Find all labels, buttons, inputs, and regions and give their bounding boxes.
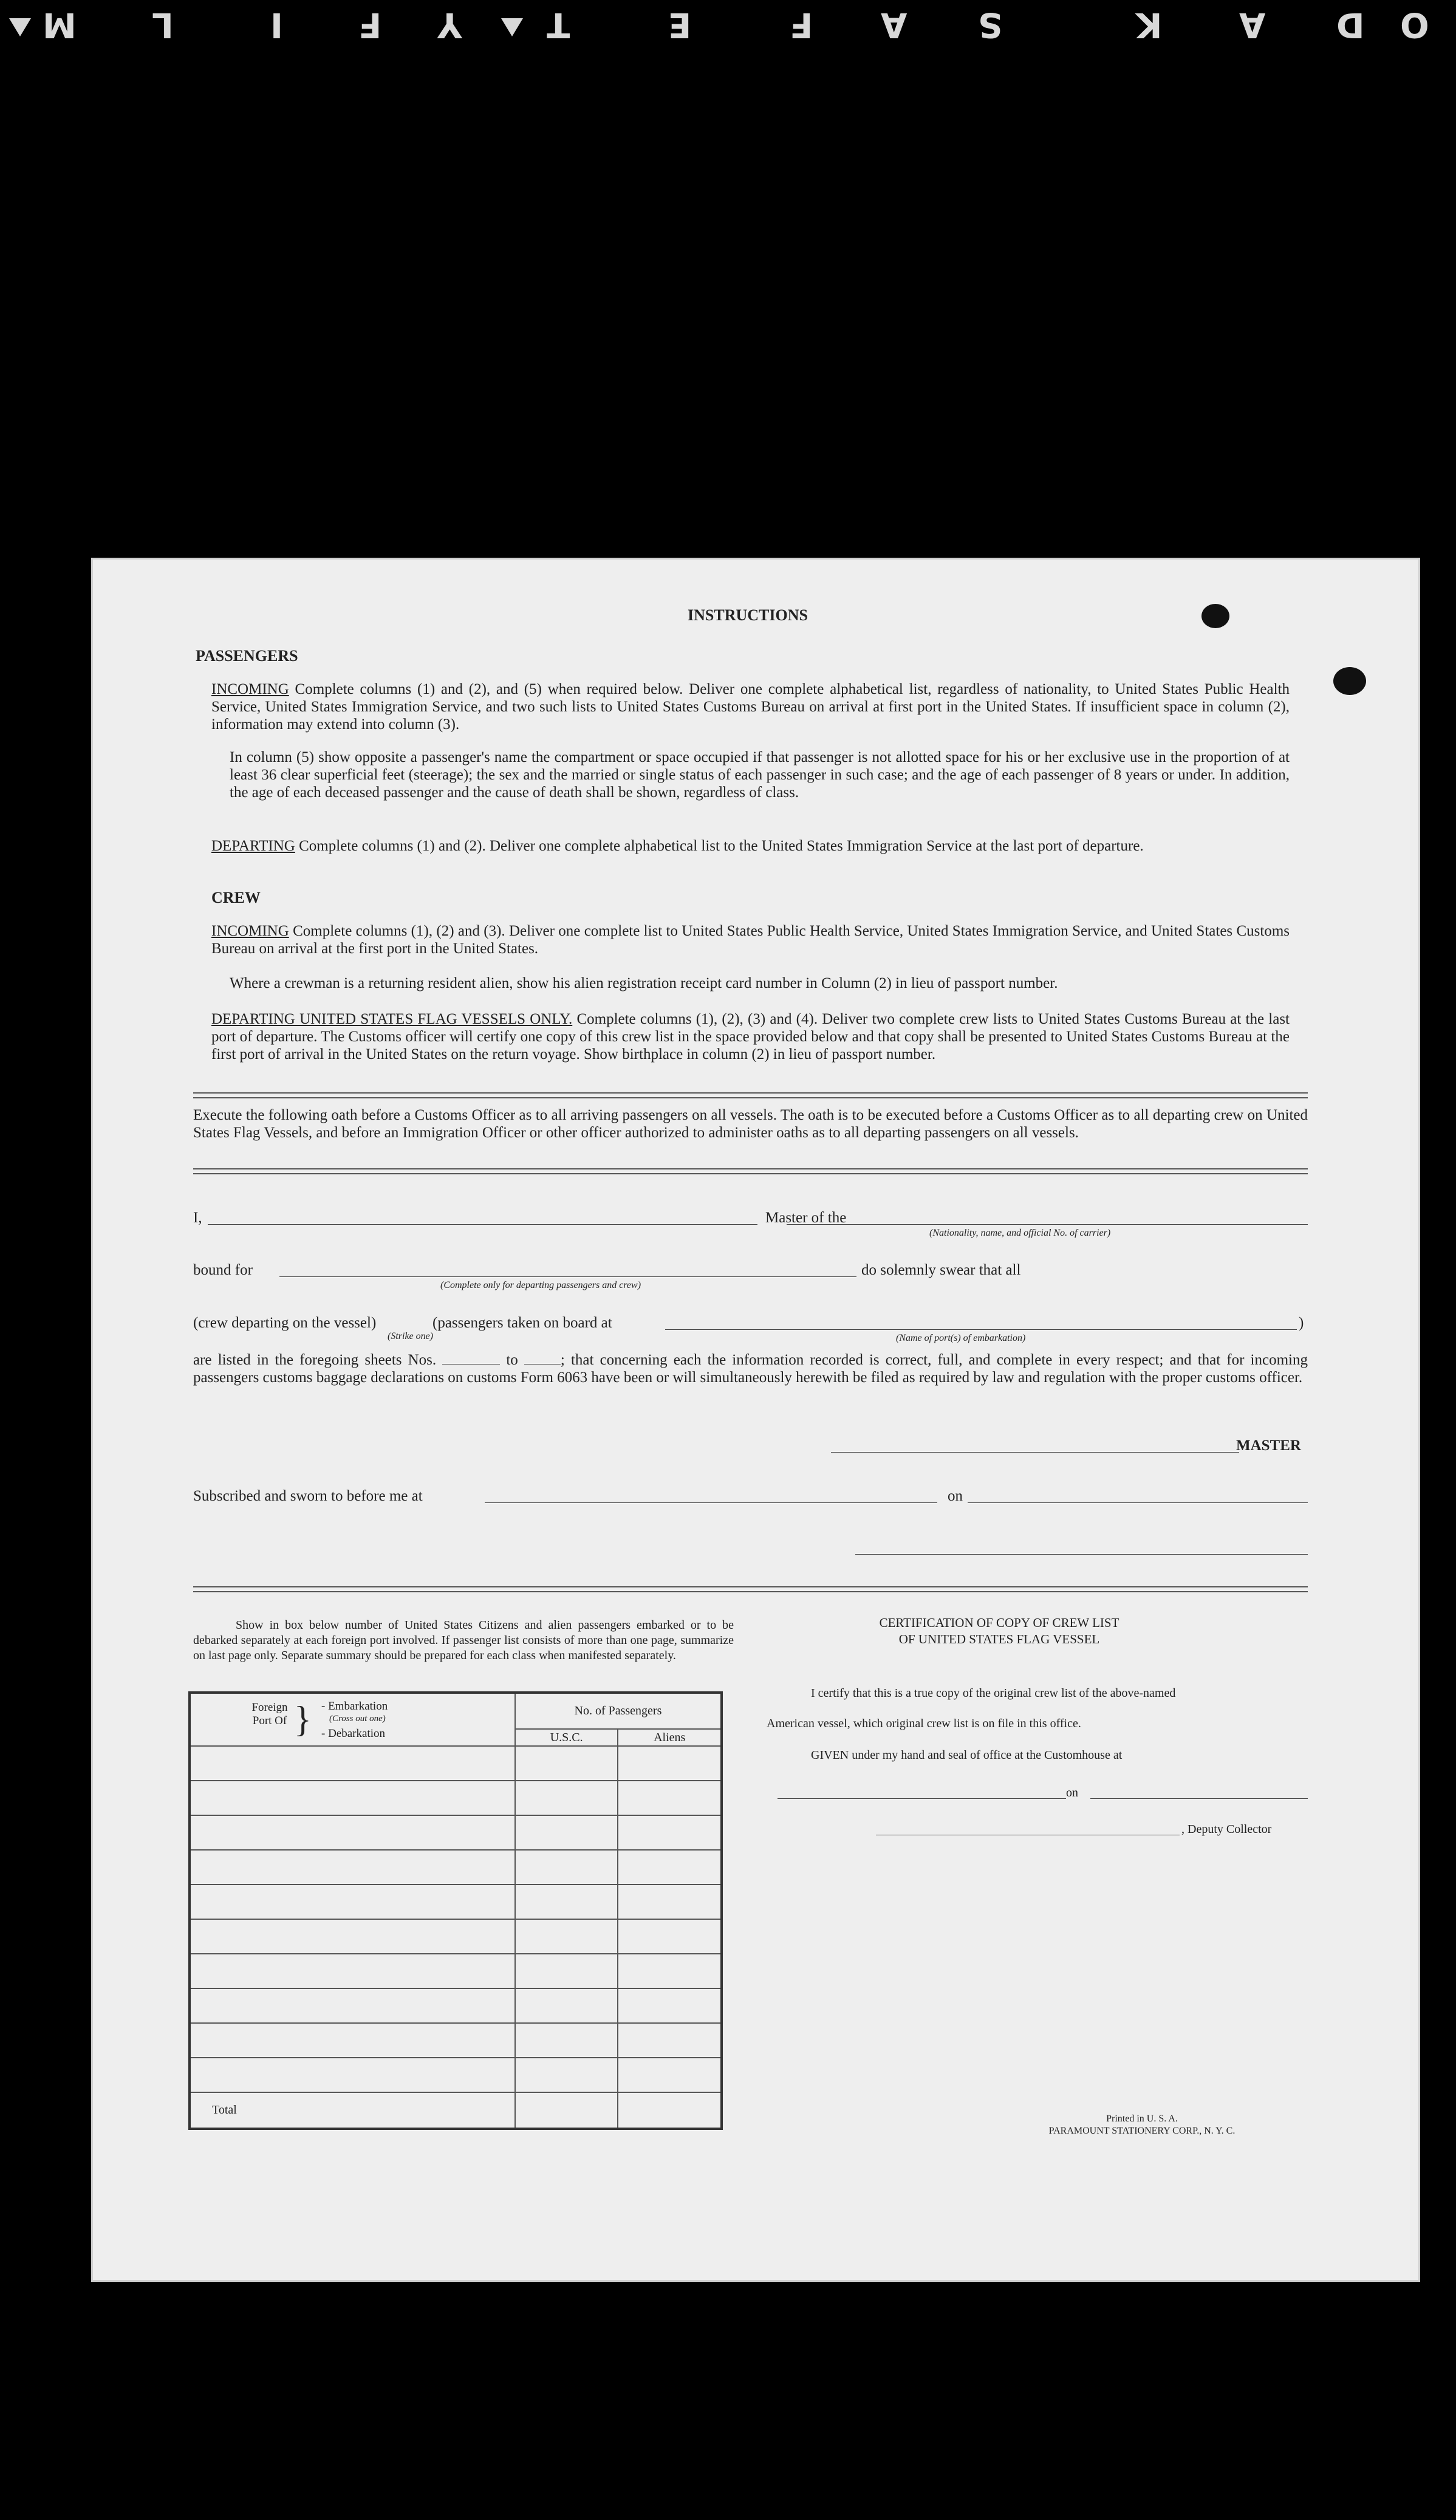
strike-one-note: (Strike one) — [388, 1331, 434, 1341]
crew-incoming-label: INCOMING — [211, 923, 289, 939]
oath-listed-paragraph — [193, 1351, 1308, 1386]
incoming-label: INCOMING — [211, 681, 289, 697]
usc-cell[interactable] — [515, 1885, 618, 1919]
usc-cell[interactable] — [515, 1781, 618, 1815]
cert-text-1: I certify that this is a true copy of the original crew list of the above-named — [811, 1686, 1176, 1700]
incoming-text: Complete columns (1) and (2), and (5) when required below. Deliver one complete alphabetical list, regardless of nationality, to United States Public Health Service, United States Immigration Service, and two such lists to United States Customs Bureau on arrival at first port in the United States. If insufficient space in column (2), information may extend into column (3). — [211, 681, 1290, 733]
aliens-cell[interactable] — [618, 2023, 722, 2058]
port-cell[interactable] — [190, 2023, 515, 2058]
crew-resident-paragraph: Where a crewman is a returning resident alien, show his alien registration receipt card number in Column (2) in lieu of passport number. — [230, 975, 1058, 991]
usc-cell[interactable] — [515, 1746, 618, 1781]
oath-master-of-the: Master of the — [765, 1210, 847, 1226]
port-cell[interactable] — [190, 1954, 515, 1988]
usc-cell[interactable] — [515, 1954, 618, 1988]
oath-crew-departing: (crew departing on the vessel) — [193, 1315, 377, 1331]
subscribed-on: on — [948, 1488, 963, 1504]
film-letter: A — [881, 5, 907, 44]
printer-imprint — [1039, 2113, 1245, 2137]
no-of-passengers-header: No. of Passengers — [515, 1693, 722, 1729]
usc-cell[interactable] — [515, 1815, 618, 1850]
debarkation-label: - Debarkation — [321, 1727, 385, 1740]
aliens-cell[interactable] — [618, 1988, 722, 2023]
carrier-line[interactable] — [787, 1224, 1308, 1225]
printer-line-2: PARAMOUNT STATIONERY CORP., N. Y. C. — [1048, 2126, 1236, 2136]
aliens-cell[interactable] — [618, 1850, 722, 1885]
cross-out-one-note: (Cross out one) — [329, 1714, 386, 1724]
usc-cell[interactable] — [515, 1919, 618, 1954]
port-cell[interactable] — [190, 1815, 515, 1850]
aliens-cell[interactable] — [618, 1815, 722, 1850]
usc-cell[interactable] — [515, 1850, 618, 1885]
aliens-cell[interactable] — [618, 1919, 722, 1954]
crew-incoming-paragraph — [211, 922, 1290, 957]
oath-to: to — [506, 1352, 518, 1368]
film-letter: Y — [437, 5, 462, 44]
double-rule — [193, 1168, 1308, 1174]
passengers-departing-paragraph — [211, 837, 1290, 855]
subscribed-date-line[interactable] — [968, 1502, 1308, 1503]
cert-title-line-2: OF UNITED STATES FLAG VESSEL — [898, 1632, 1100, 1646]
aliens-cell[interactable] — [618, 2058, 722, 2092]
port-cell[interactable] — [190, 1850, 515, 1885]
carrier-note: (Nationality, name, and official No. of carrier) — [929, 1228, 1111, 1238]
customhouse-line[interactable] — [778, 1798, 1066, 1799]
departing-label: DEPARTING — [211, 838, 295, 854]
cert-text-2: American vessel, which original crew list is on file in this office. — [767, 1717, 1081, 1730]
cert-title-line-1: CERTIFICATION OF COPY OF CREW LIST — [879, 1615, 1119, 1630]
instructions-title: INSTRUCTIONS — [688, 606, 808, 624]
usc-total-cell[interactable] — [515, 2092, 618, 2129]
port-cell[interactable] — [190, 1746, 515, 1781]
oath-instruction-paragraph: Execute the following oath before a Customs Officer as to all arriving passengers on all vessels. The oath is to be executed before a Customs Officer as to all departing crew on United States Flag Vessels, and before an Immigration Officer or other officer authorized to administer oaths as to all departing passengers on all vessels. — [193, 1107, 1308, 1141]
film-letter: K — [1136, 5, 1163, 44]
passengers-heading: PASSENGERS — [196, 647, 298, 665]
crew-departing-paragraph — [211, 1010, 1290, 1063]
port-note: (Name of port(s) of embarkation) — [896, 1333, 1026, 1343]
film-letter: S — [978, 5, 1003, 44]
film-letter: O — [1400, 5, 1429, 44]
film-letter: I — [270, 5, 283, 44]
passenger-summary-table — [188, 1691, 723, 2130]
port-header-cell — [190, 1693, 515, 1746]
film-letter: L — [152, 5, 174, 44]
cert-date-line[interactable] — [1090, 1798, 1308, 1799]
embarkation-label: - Embarkation — [321, 1700, 388, 1713]
subscribed-label: Subscribed and sworn to before me at — [193, 1488, 423, 1504]
bound-for-line[interactable] — [279, 1276, 856, 1277]
aliens-header: Aliens — [618, 1729, 722, 1746]
film-letter: F — [790, 5, 813, 44]
bound-for-note: (Complete only for departing passengers and crew) — [440, 1280, 641, 1290]
oath-listed-b: ; that concerning each the information recorded is correct, full, and complete in every respect; and that for incoming passengers customs baggage declarations on customs Form 6063 have been or will simultaneously herewith be filed as required by law and regulation with the proper customs officer. — [193, 1352, 1308, 1386]
usc-cell[interactable] — [515, 2023, 618, 2058]
ink-blot — [1333, 667, 1366, 695]
crew-departing-text: Complete columns (1), (2), (3) and (4). Deliver two complete crew lists to United States Customs Bureau at the last port of departure. The Customs officer will certify one copy of this crew list in the space provided below and that copy shall be presented to United States Customs Bureau at the first port of arrival in the United States on the return voyage. Show birthplace in column (2) in lieu of passport number. — [211, 1011, 1290, 1063]
printer-line-1: Printed in U. S. A. — [1106, 2114, 1178, 2124]
oath-close-paren: ) — [1299, 1315, 1304, 1331]
foreign-port-of-label: Foreign Port Of — [251, 1701, 288, 1727]
oath-listed-a: are listed in the foregoing sheets Nos. — [193, 1352, 437, 1368]
film-letter: M — [43, 5, 77, 44]
double-rule — [193, 1586, 1308, 1592]
departing-text: Complete columns (1) and (2). Deliver one complete alphabetical list to the United States Immigration Service at the last port of departure. — [299, 838, 1144, 854]
officer-signature-line[interactable] — [855, 1554, 1308, 1555]
usc-cell[interactable] — [515, 1988, 618, 2023]
usc-header: U.S.C. — [515, 1729, 618, 1746]
master-name-line[interactable] — [208, 1224, 757, 1225]
crew-incoming-text: Complete columns (1), (2) and (3). Deliver one complete list to United States Public Health Service, United States Immigration Service, and United States Customs Bureau on arrival at the first port in the United States. — [211, 923, 1290, 957]
film-letter: E — [668, 5, 692, 44]
oath-passengers-taken: (passengers taken on board at — [432, 1315, 612, 1331]
port-cell[interactable] — [190, 1885, 515, 1919]
cert-on: on — [1066, 1786, 1078, 1799]
film-triangle-icon — [501, 18, 523, 36]
total-label: Total — [190, 2092, 515, 2129]
crew-heading: CREW — [211, 889, 261, 906]
certification-title — [835, 1615, 1163, 1648]
oath-i: I, — [193, 1210, 202, 1226]
brace-icon: } — [294, 1699, 312, 1739]
port-cell[interactable] — [190, 2058, 515, 2092]
form-page — [91, 558, 1420, 2282]
film-edge-strip — [0, 0, 1456, 55]
master-signature-line[interactable] — [831, 1452, 1239, 1453]
cert-deputy: , Deputy Collector — [1181, 1823, 1272, 1836]
aliens-cell[interactable] — [618, 1746, 722, 1781]
port-cell[interactable] — [190, 1919, 515, 1954]
film-letter: F — [358, 5, 382, 44]
summary-instruction: Show in box below number of United States Citizens and alien passengers embarked or to be debarked separately at each foreign port involved. If passenger list consists of more than one page, summarize on last page only. Separate summary should be prepared for each class when manifested separately. — [193, 1618, 734, 1662]
oath-bound-for: bound for — [193, 1262, 253, 1278]
aliens-cell[interactable] — [618, 1954, 722, 1988]
master-signature-label: MASTER — [1236, 1437, 1301, 1454]
oath-swear: do solemnly swear that all — [861, 1262, 1021, 1278]
film-letter: D — [1336, 5, 1365, 44]
port-cell[interactable] — [190, 1781, 515, 1815]
film-letter: T — [547, 5, 570, 44]
film-triangle-icon — [9, 18, 31, 36]
aliens-total-cell[interactable] — [618, 2092, 722, 2129]
usc-cell[interactable] — [515, 2058, 618, 2092]
film-letter: A — [1239, 5, 1266, 44]
aliens-cell[interactable] — [618, 1885, 722, 1919]
ink-blot — [1201, 604, 1229, 628]
cert-given: GIVEN under my hand and seal of office at the Customhouse at — [811, 1748, 1123, 1762]
port-cell[interactable] — [190, 1988, 515, 2023]
embarkation-port-line[interactable] — [665, 1329, 1297, 1330]
passengers-incoming-paragraph — [211, 680, 1290, 733]
double-rule — [193, 1092, 1308, 1098]
column5-paragraph: In column (5) show opposite a passenger's name the compartment or space occupied if that passenger is not allotted space for his or her exclusive use in the proportion of at least 36 clear superficial feet (steerage); the sex and the married or single status of each passenger in such case; and the age of each passenger of 8 years or under. In addition, the age of each deceased passenger and the cause of death shall be shown, regardless of class. — [230, 749, 1290, 801]
aliens-cell[interactable] — [618, 1781, 722, 1815]
subscribed-place-line[interactable] — [485, 1502, 937, 1503]
crew-departing-label: DEPARTING UNITED STATES FLAG VESSELS ONLY. — [211, 1011, 573, 1027]
